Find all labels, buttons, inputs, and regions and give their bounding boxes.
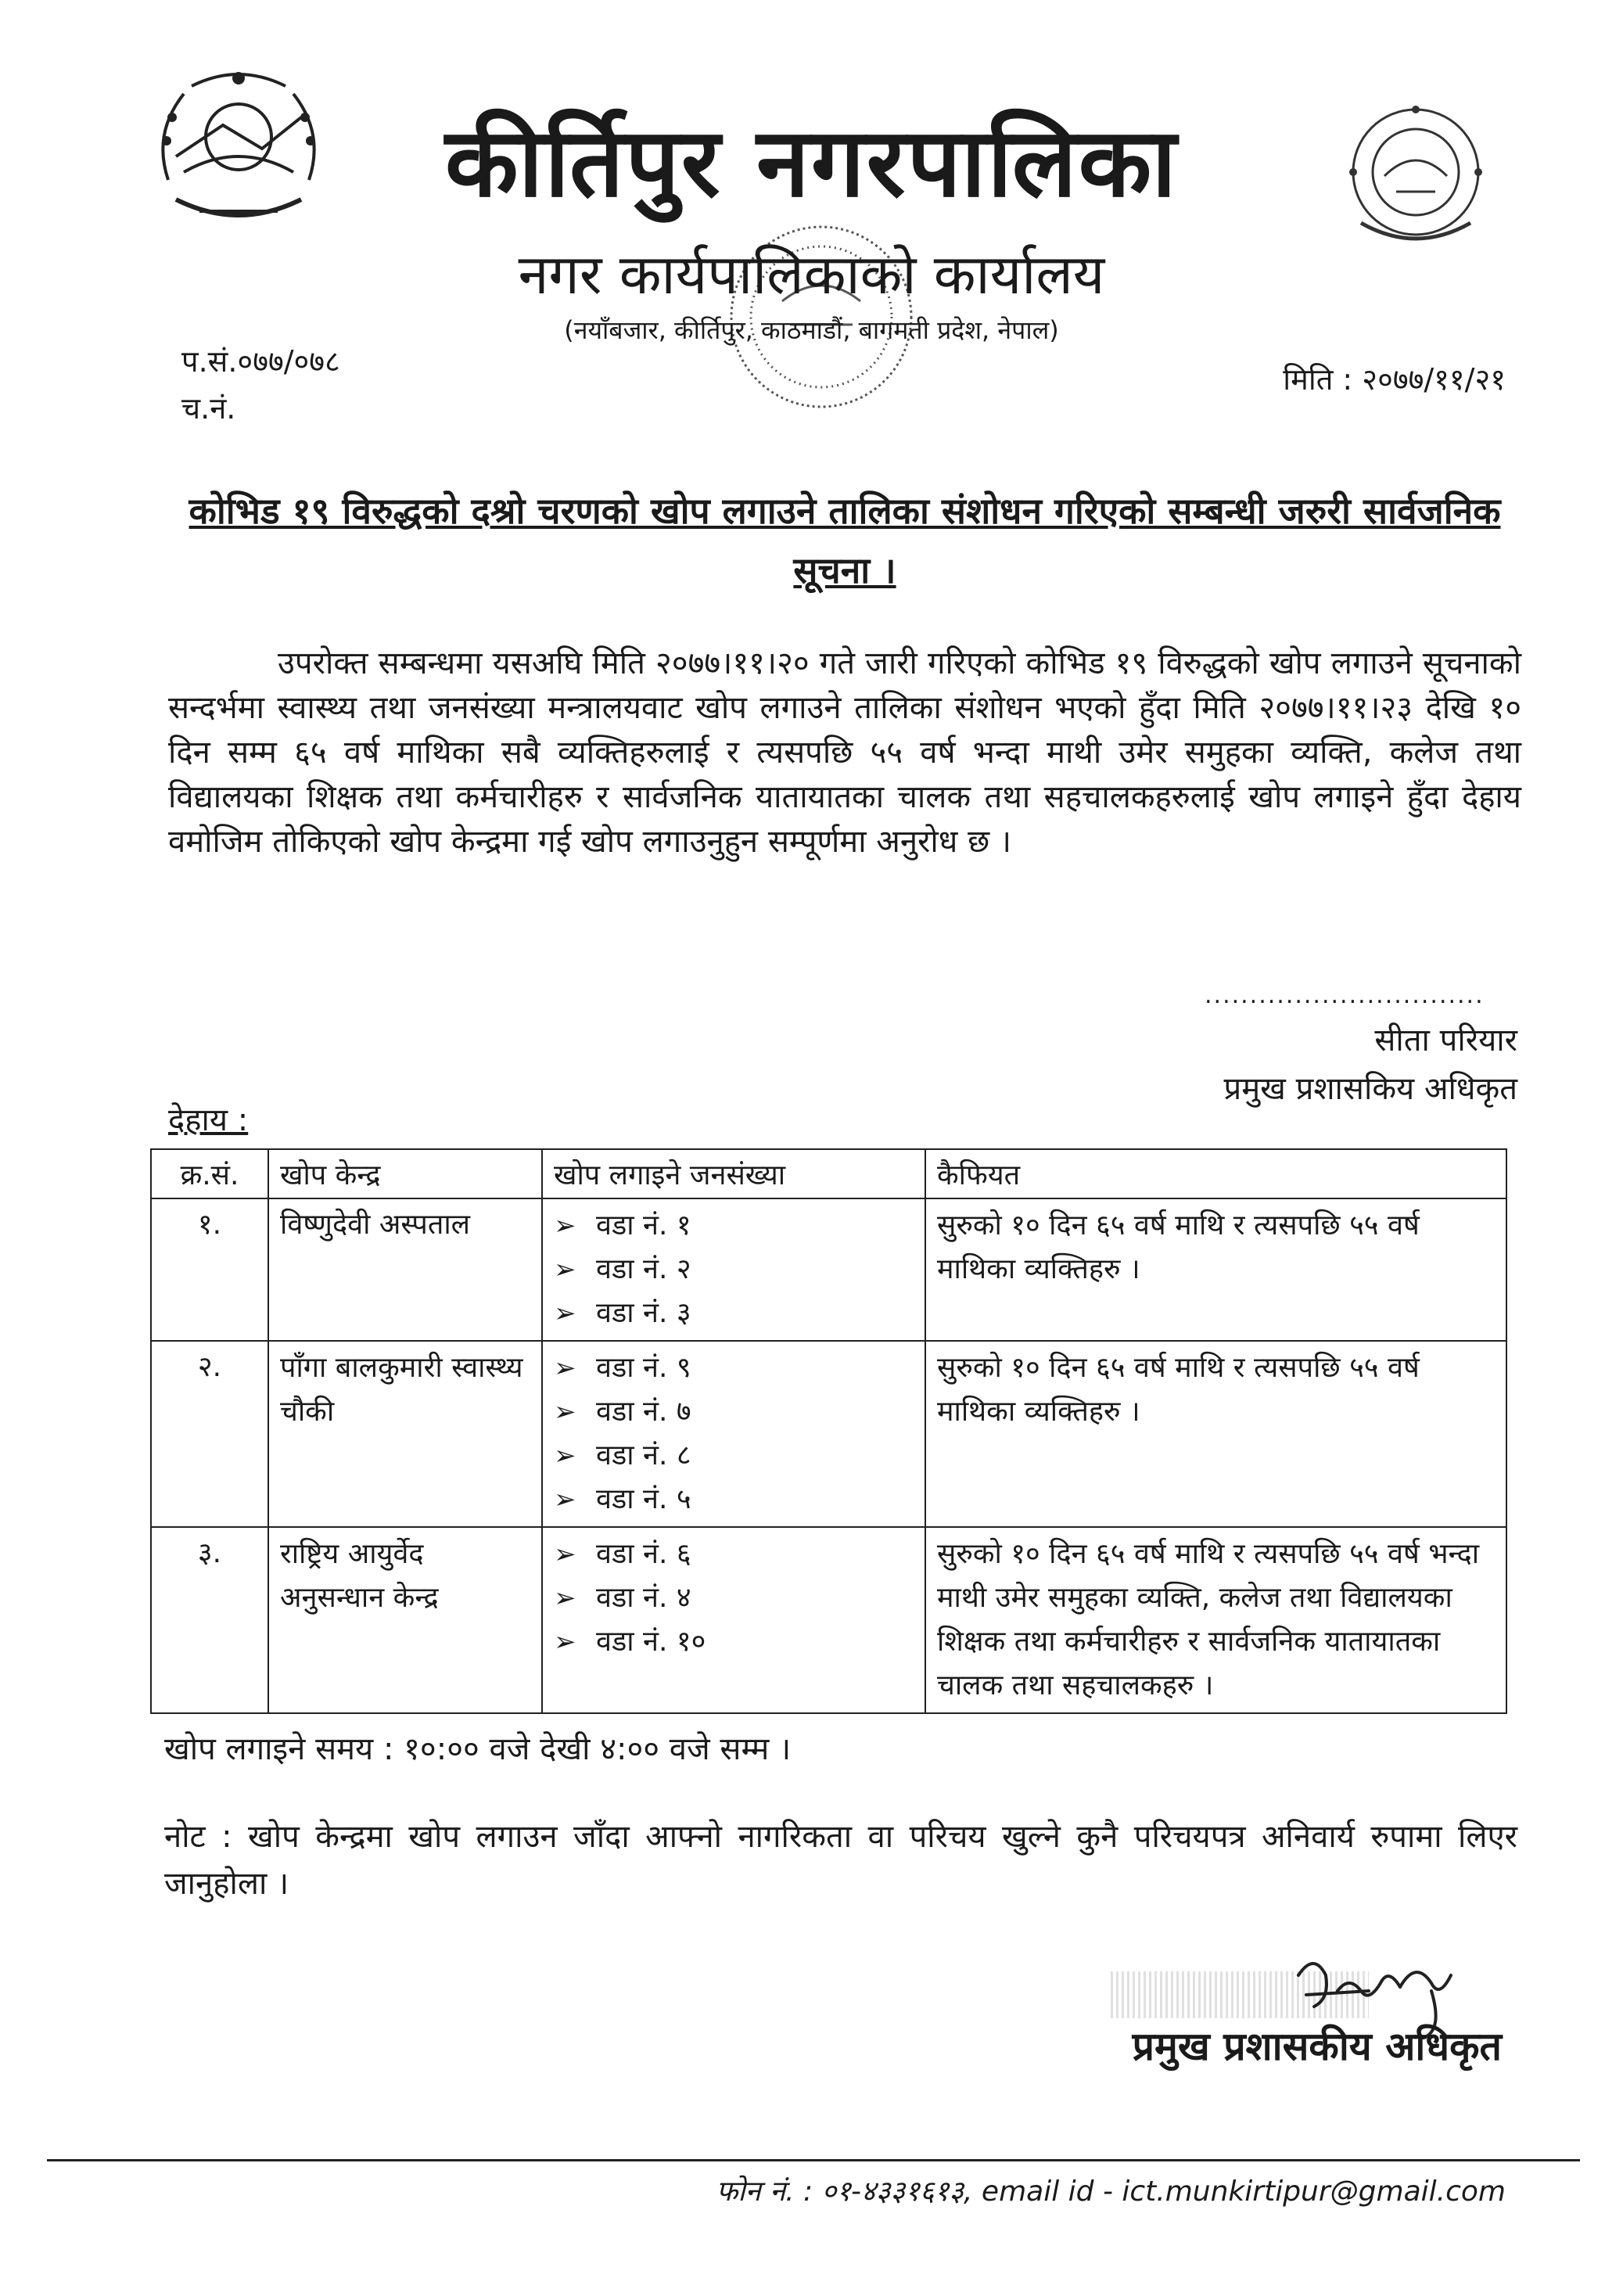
table-header-row — [151, 1149, 1506, 1198]
notice-body: उपरोक्त सम्बन्धमा यसअघि मिति २०७७।११।२० गते जारी गरिएको कोभिड १९ विरुद्धको खोप लगाउने सूचनाको सन्दर्भमा स्वास्थ्य तथा जनसंख्या मन्त्रालयवाट खोप लगाउने तालिका संशोधन भएको हुँदा मिति २०७७।११।२३ देखि १० दिन सम्म ६५ वर्ष माथिका सबै व्यक्तिहरुलाई र त्यसपछि ५५ वर्ष भन्दा माथी उमेर समुहका व्यक्ति, कलेज तथा विद्यालयका शिक्षक तथा कर्मचारीहरु र सार्वजनिक यातायातका चालक तथा सहचालकहरुलाई खोप लगाइने हुँदा देहाय वमोजिम तोकिएको खोप केन्द्रमा गई खोप लगाउनुहुन सम्पूर्णमा अनुरोध छ । — [168, 645, 1521, 860]
ward-label: वडा नं. ६ — [596, 1538, 691, 1570]
table-caption: देहाय : — [168, 1102, 249, 1138]
signatory-name: सीता परियार — [1374, 1022, 1517, 1058]
ward-item — [554, 1390, 914, 1434]
ward-item — [554, 1204, 914, 1248]
row-center: राष्ट्रिय आयुर्वेद अनुसन्धान केन्द्र — [268, 1527, 542, 1713]
ward-item — [554, 1478, 914, 1522]
faded-stamp-mark — [1111, 1971, 1369, 2018]
ward-label: वडा नं. २ — [596, 1253, 691, 1285]
arrow-bullet-icon: ➢ — [554, 1396, 576, 1428]
office-signatory-title: प्रमुख प्रशासकीय अधिकृत — [1132, 2024, 1502, 2069]
ward-label: वडा नं. १ — [596, 1209, 691, 1241]
ward-item — [554, 1346, 914, 1390]
ward-label: वडा नं. ५ — [596, 1483, 691, 1515]
reference-number: प.सं.०७७/०७८ — [181, 344, 340, 379]
footer-contact: फोन नं. : ०१-४३३१६१३, email id - ict.munkirtipur@gmail.com — [716, 2176, 1506, 2208]
row-serial: १. — [151, 1198, 268, 1341]
ward-label: वडा नं. ९ — [596, 1352, 691, 1384]
signature-dotted-line: ............................... — [1205, 982, 1485, 1009]
notice-subject-text: कोभिड १९ विरुद्धको दश्रो चरणको खोप लगाउने तालिका संशोधन गरिएको सम्बन्धी जरुरी सार्वजनिक सूचना । — [189, 490, 1501, 591]
arrow-bullet-icon: ➢ — [554, 1210, 576, 1241]
office-subtitle: नगर कार्यपालिकाको कार्यालय — [518, 243, 1105, 307]
row-center: विष्णुदेवी अस्पताल — [268, 1198, 542, 1341]
ward-label: वडा नं. ७ — [596, 1396, 691, 1428]
arrow-bullet-icon: ➢ — [554, 1484, 576, 1515]
notice-note: नोट : खोप केन्द्रमा खोप लगाउन जाँदा आफ्नो नागरिकता वा परिचय खुल्ने कुनै परिचयपत्र अनिवार्य रुपामा लिएर जानुहोला । — [164, 1819, 1517, 1902]
arrow-bullet-icon: ➢ — [554, 1254, 576, 1285]
arrow-bullet-icon: ➢ — [554, 1440, 576, 1471]
municipality-title: कीर्तिपुर नगरपालिका — [445, 107, 1178, 218]
notice-date: मिति : २०७७/११/२१ — [1283, 362, 1506, 397]
table-row — [151, 1198, 1506, 1341]
footer-divider — [47, 2159, 1580, 2161]
notice-subject — [180, 481, 1510, 600]
header-center: खोप केन्द्र — [268, 1149, 542, 1198]
ward-item — [554, 1620, 914, 1664]
vaccination-time: खोप लगाइने समय : १०:०० वजे देखी ४:०० वजे सम्म । — [164, 1731, 792, 1767]
ward-label: वडा नं. १० — [596, 1626, 706, 1658]
ward-item — [554, 1576, 914, 1620]
header-population: खोप लगाइने जनसंख्या — [542, 1149, 925, 1198]
table-row — [151, 1341, 1506, 1527]
header-serial: क्र.सं. — [151, 1149, 268, 1198]
row-wards — [542, 1527, 925, 1713]
row-serial: २. — [151, 1341, 268, 1527]
ward-label: वडा नं. ८ — [596, 1439, 691, 1471]
arrow-bullet-icon: ➢ — [554, 1583, 576, 1614]
arrow-bullet-icon: ➢ — [554, 1539, 576, 1570]
row-remark: सुरुको १० दिन ६५ वर्ष माथि र त्यसपछि ५५ वर्ष माथिका व्यक्तिहरु । — [925, 1198, 1506, 1341]
ward-item — [554, 1532, 914, 1576]
arrow-bullet-icon: ➢ — [554, 1353, 576, 1384]
arrow-bullet-icon: ➢ — [554, 1298, 576, 1329]
arrow-bullet-icon: ➢ — [554, 1626, 576, 1658]
row-remark: सुरुको १० दिन ६५ वर्ष माथि र त्यसपछि ५५ वर्ष भन्दा माथी उमेर समुहका व्यक्ति, कलेज तथा विद्यालयका शिक्षक तथा कर्मचारीहरु र सार्वजनिक यातायातका चालक तथा सहचालकहरु । — [925, 1527, 1506, 1713]
row-center: पाँगा बालकुमारी स्वास्थ्य चौकी — [268, 1341, 542, 1527]
dispatch-number: च.नं. — [181, 391, 236, 426]
ward-item — [554, 1292, 914, 1335]
row-wards — [542, 1341, 925, 1527]
office-address: (नयाँबजार, कीर्तिपुर, काठमाडौं, बागमती प्रदेश, नेपाल) — [564, 315, 1059, 345]
row-wards — [542, 1198, 925, 1341]
vaccination-center-table — [150, 1148, 1507, 1714]
ward-label: वडा नं. ४ — [596, 1582, 691, 1614]
row-serial: ३. — [151, 1527, 268, 1713]
ward-item — [554, 1248, 914, 1292]
ward-label: वडा नं. ३ — [596, 1297, 691, 1329]
table-row — [151, 1527, 1506, 1713]
row-remark: सुरुको १० दिन ६५ वर्ष माथि र त्यसपछि ५५ वर्ष माथिका व्यक्तिहरु । — [925, 1341, 1506, 1527]
ward-item — [554, 1434, 914, 1478]
signatory-title: प्रमुख प्रशासकिय अधिकृत — [1223, 1071, 1517, 1107]
header-remarks: कैफियत — [925, 1149, 1506, 1198]
